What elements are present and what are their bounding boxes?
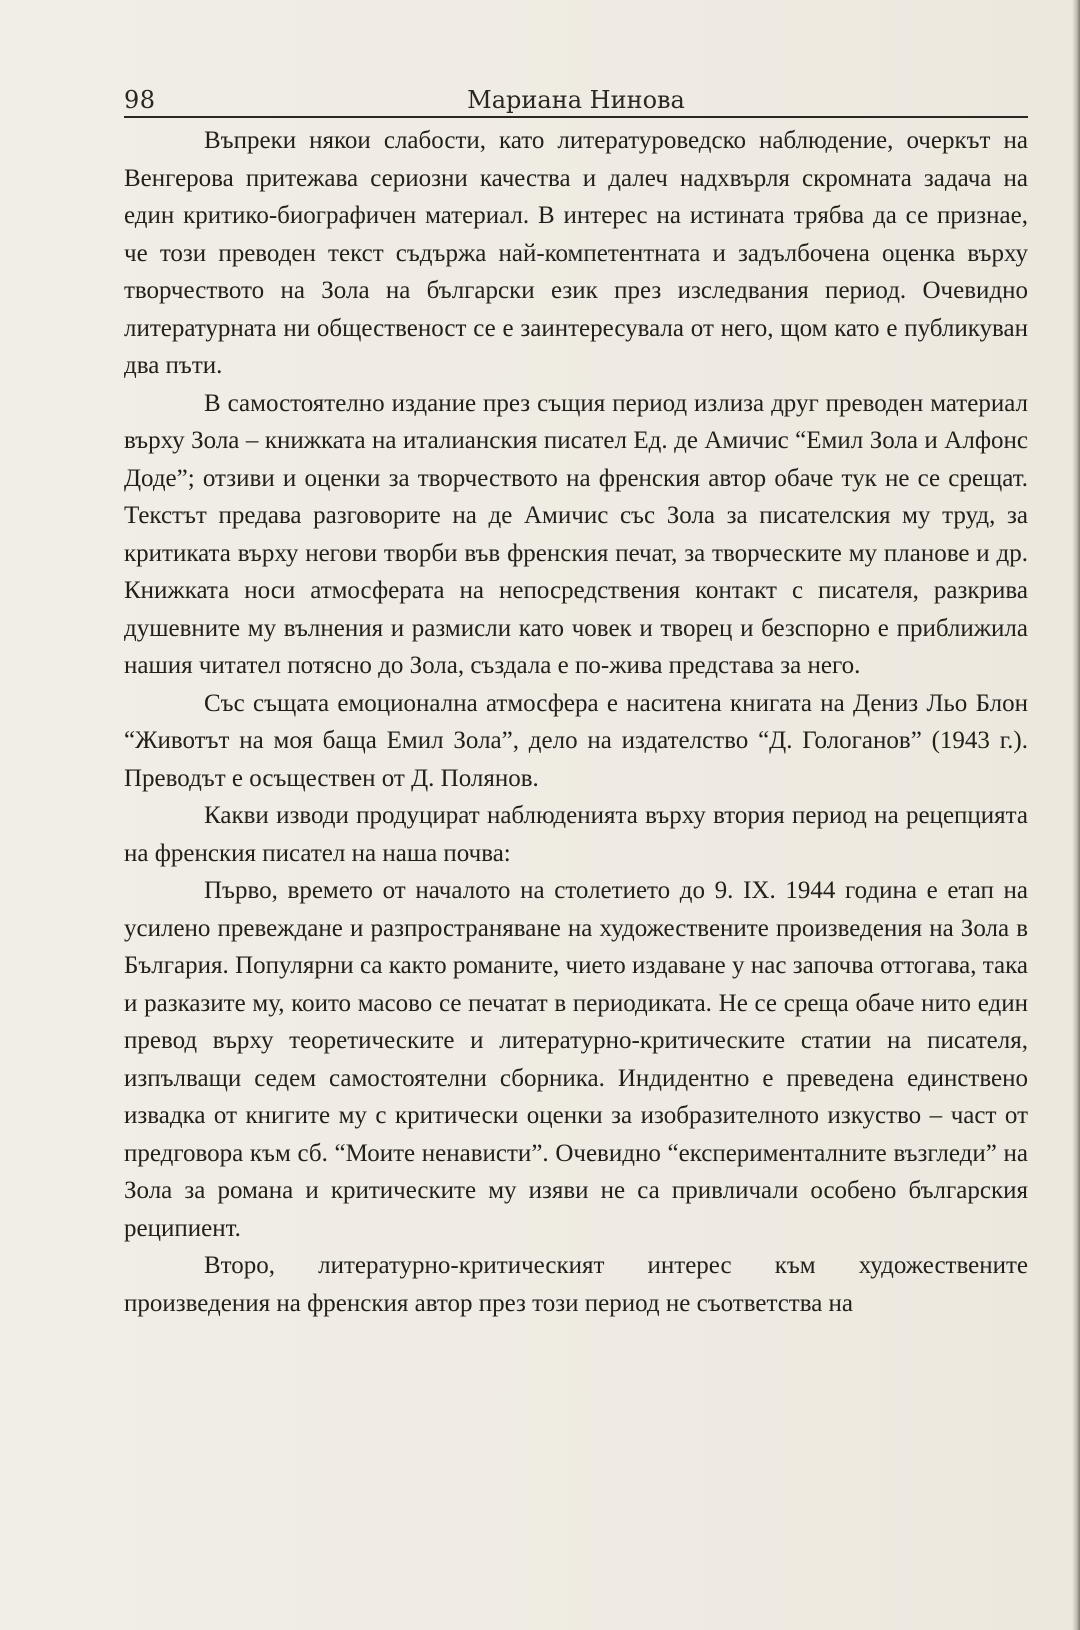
- page-spine-shadow: [1072, 0, 1080, 1630]
- page-number: 98: [124, 86, 156, 114]
- paragraph: В самостоятелно издание през същия период излиза друг преводен материал върху Зола – книжката на италианския писател Ед. де Амичис “Емил Зола и Алфонс Доде”; отзиви и оценки за творчеството на френския автор обаче тук не се срещат. Текстът предава разговорите на де Амичис със Зола за писателския му труд, за критиката върху негови творби във френския печат, за творческите му планове и др. Книжката носи атмосферата на непосредствения контакт с писателя, разкрива душевните му вълнения и размисли като човек и творец и безспорно е приближила нашия читател потясно до Зола, създала е по-жива представа за него.: [124, 389, 1028, 679]
- paragraph: Второ, литературно-критическият интерес към художествените произведения на френския автор през този период не съответства на: [124, 1252, 1028, 1317]
- page-header: [124, 80, 1028, 118]
- page-body: [124, 122, 1028, 1322]
- paragraph: Първо, времето от началото на столетието до 9. IX. 1944 година е етап на усилено превеждане и разпространяване на художествените произведения на Зола в България. Популярни са както романите, чието издаване у нас започва оттогава, така и разказите му, които масово се печатат в периодиката. Не се среща обаче нито един превод върху теоретическите и литературно-критическите статии на писателя, изпълващи седем самостоятелни сборника. Индидентно е преведена единствено извадка от книгите му с критически оценки за изобразителното изкуство – част от предговора към сб. “Моите ненависти”. Очевидно “експерименталните възгледи” на Зола за романа и критическите му изяви не са привличали особено българския реципиент.: [124, 877, 1028, 1242]
- paragraph: Какви изводи продуцират наблюденията върху втория период на рецепцията на френския писател на наша почва:: [124, 802, 1028, 867]
- paragraph: Със същата емоционална атмосфера е наситена книгата на Дениз Льо Блон “Животът на моя баща Емил Зола”, дело на издателство “Д. Гологанов” (1943 г.). Преводът е осъществен от Д. Полянов.: [124, 689, 1028, 792]
- running-title: Мариана Нинова: [467, 86, 685, 114]
- paragraph: Въпреки някои слабости, като литературоведско наблюдение, очеркът на Венгерова притежава сериозни качества и далеч надхвърля скромната задача на един критико-биографичен материал. В интерес на истината трябва да се признае, че този преводен текст съдържа най-компетентната и задълбочена оценка върху творчеството на Зола на български език през изследвания период. Очевидно литературната ни общественост се е заинтересувала от него, щом като е публикуван два пъти.: [124, 127, 1028, 379]
